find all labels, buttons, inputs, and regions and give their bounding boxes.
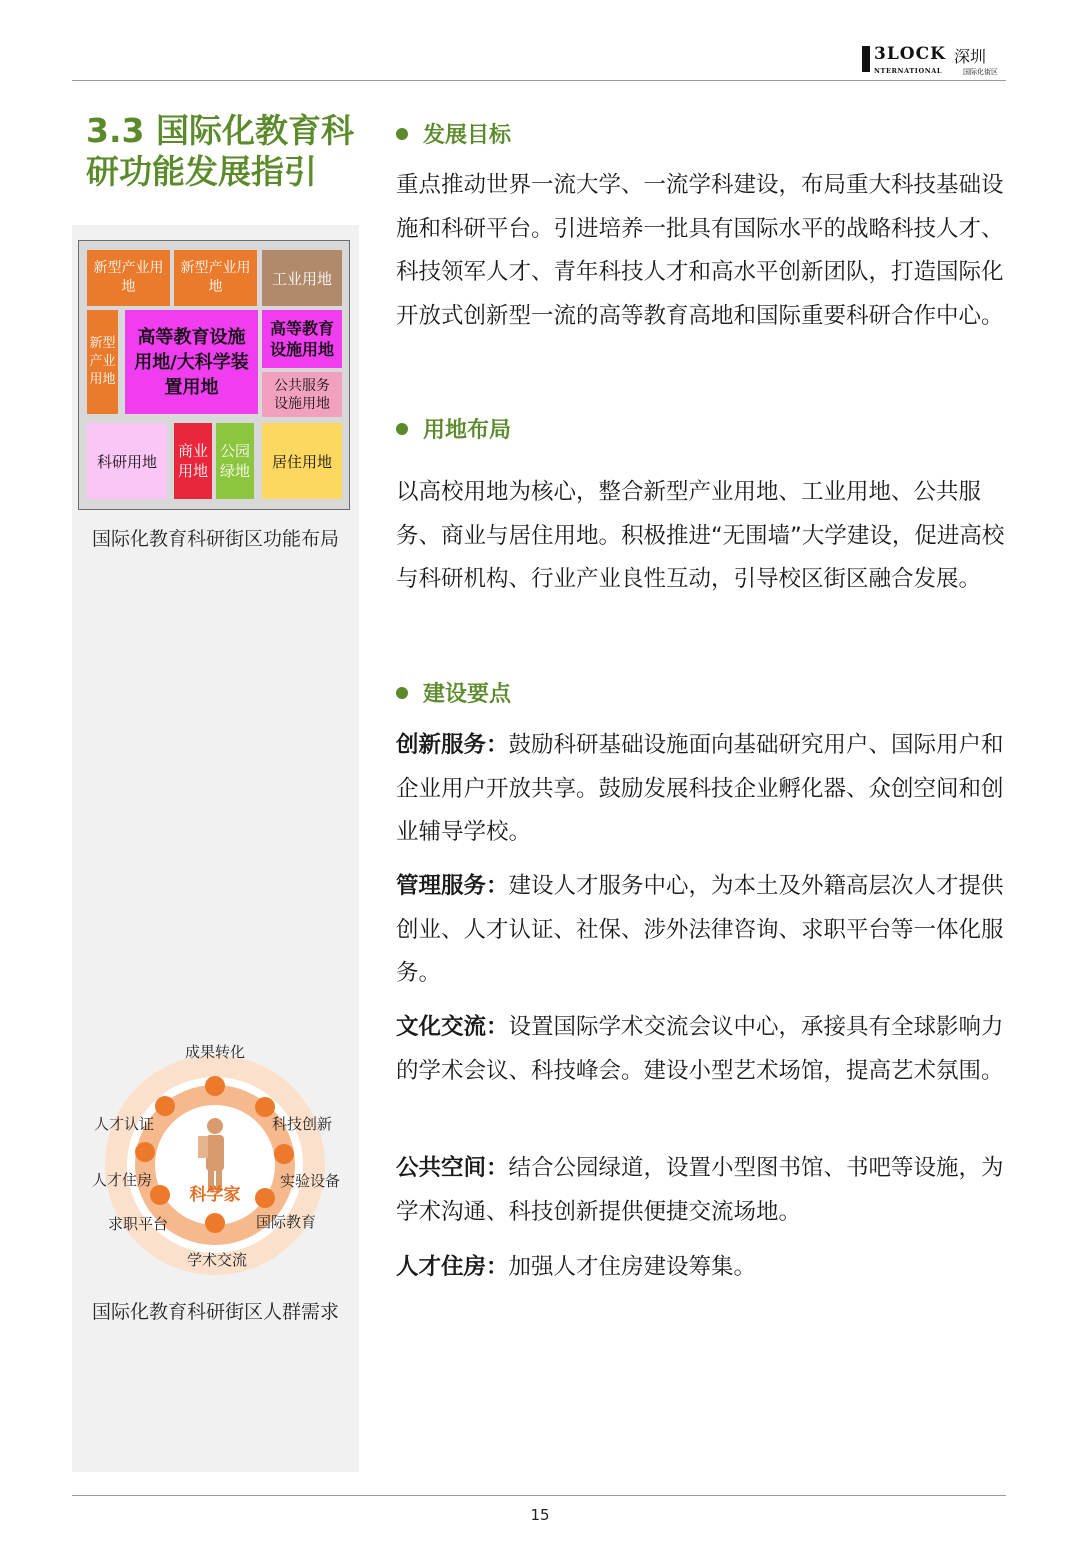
map-caption: 国际化教育科研街区功能布局 <box>91 528 339 550</box>
map-block-industrial: 工业用地 <box>262 250 342 306</box>
layout-heading-text: 用地布局 <box>423 418 512 443</box>
brand-logo <box>862 44 1006 78</box>
section-title-line1: 3.3 国际化教育科 <box>86 111 354 150</box>
ring-label-innovation: 科技创新 <box>271 1115 333 1133</box>
section-title <box>86 110 356 192</box>
points-heading <box>396 677 511 708</box>
certificate-icon <box>155 1096 175 1116</box>
point-text: 设置国际学术交流会议中心，承接具有全球影响力的学术会议、科技峰会。建设小型艺术场馆，提高艺术氛围。 <box>396 1014 1004 1084</box>
demand-ring-diagram <box>72 1030 359 1290</box>
transfer-icon <box>205 1076 225 1096</box>
meeting-icon <box>205 1213 225 1233</box>
footer-rule <box>72 1495 1006 1496</box>
logo-bar <box>862 46 870 72</box>
point-term: 文化交流： <box>396 1014 509 1040</box>
goal-heading <box>396 118 511 149</box>
ring-label-equipment: 实验设备 <box>279 1172 341 1190</box>
ring-caption: 国际化教育科研街区人群需求 <box>91 1301 339 1323</box>
ring-label-housing: 人才住房 <box>91 1171 153 1189</box>
ring-label-certification: 人才认证 <box>93 1115 155 1133</box>
layout-heading <box>396 413 511 444</box>
goal-paragraph: 重点推动世界一流大学、一流学科建设，布局重大科技基础设施和科研平台。引进培养一批具有国际水平的战略科技人才、科技领军人才、青年科技人才和高水平创新团队，打造国际化开放式创新型一流的高等教育高地和国际重要科研合作中心。 <box>396 172 1004 329</box>
ring-center-label: 科学家 <box>189 1185 241 1205</box>
point-text: 加强人才住房建设筹集。 <box>508 1254 757 1280</box>
map-block-higher-education-science: 高等教育设施用地/大科学装置用地 <box>125 310 258 414</box>
point-cultural-exchange <box>396 1006 1008 1093</box>
bullet-dot-icon <box>396 423 408 435</box>
logo-district: 国际化街区 <box>963 68 998 76</box>
logo-city: 深圳 <box>954 47 987 66</box>
goal-heading-text: 发展目标 <box>423 123 512 148</box>
point-text: 鼓励科研基础设施面向基础研究用户、国际用户和企业用户开放共享。鼓励发展科技企业孵化器、众创空间和创业辅导学校。 <box>396 732 1004 845</box>
map-block-park: 公园绿地 <box>216 423 254 499</box>
map-block-residential: 居住用地 <box>262 423 342 499</box>
map-block-commercial: 商业用地 <box>174 423 212 499</box>
key-icon <box>150 1185 170 1205</box>
point-public-space <box>396 1147 1008 1234</box>
globe-icon <box>255 1097 275 1117</box>
page-number: 15 <box>530 1506 550 1524</box>
map-block-public-service: 公共服务设施用地 <box>262 372 342 417</box>
bullet-dot-icon <box>396 128 408 140</box>
ring-label-education: 国际教育 <box>255 1213 317 1231</box>
point-text: 建设人才服务中心，为本土及外籍高层次人才提供创业、人才认证、社保、涉外法律咨询、求职平台等一体化服务。 <box>396 873 1004 986</box>
point-management-service <box>396 865 1008 996</box>
map-block-research: 科研用地 <box>87 423 167 499</box>
ring-label-exchange: 学术交流 <box>186 1251 248 1269</box>
microscope-icon <box>274 1144 294 1164</box>
point-term: 公共空间： <box>396 1155 509 1181</box>
point-term: 创新服务： <box>396 732 509 758</box>
graduation-cap-icon <box>255 1188 275 1208</box>
house-icon <box>135 1142 155 1162</box>
point-term: 管理服务： <box>396 873 509 899</box>
point-term: 人才住房： <box>396 1254 509 1280</box>
section-title-line2: 研功能发展指引 <box>86 152 317 191</box>
logo-word: 3LOCK <box>874 44 946 64</box>
map-block-higher-education: 高等教育设施用地 <box>262 310 342 368</box>
land-use-diagram <box>78 240 350 510</box>
bullet-dot-icon <box>396 687 408 699</box>
ring-label-jobs: 求职平台 <box>107 1215 169 1233</box>
layout-paragraph: 以高校用地为核心，整合新型产业用地、工业用地、公共服务、商业与居住用地。积极推进“无围墙”大学建设，促进高校与科研机构、行业产业良性互动，引导校区街区融合发展。 <box>396 479 1005 592</box>
point-text: 结合公园绿道，设置小型图书馆、书吧等设施，为学术沟通、科技创新提供便捷交流场地。 <box>396 1155 1004 1225</box>
point-talent-housing <box>396 1246 1008 1290</box>
ring-label-transfer: 成果转化 <box>184 1043 246 1061</box>
map-block-new-industry-3: 新型产业用地 <box>87 310 118 414</box>
points-heading-text: 建设要点 <box>423 682 512 707</box>
header-rule <box>72 80 1006 81</box>
point-innovation-service <box>396 724 1008 855</box>
map-block-new-industry-1: 新型产业用地 <box>87 250 170 306</box>
logo-international: NTERNATIONAL <box>874 67 943 75</box>
map-block-new-industry-2: 新型产业用地 <box>174 250 257 306</box>
